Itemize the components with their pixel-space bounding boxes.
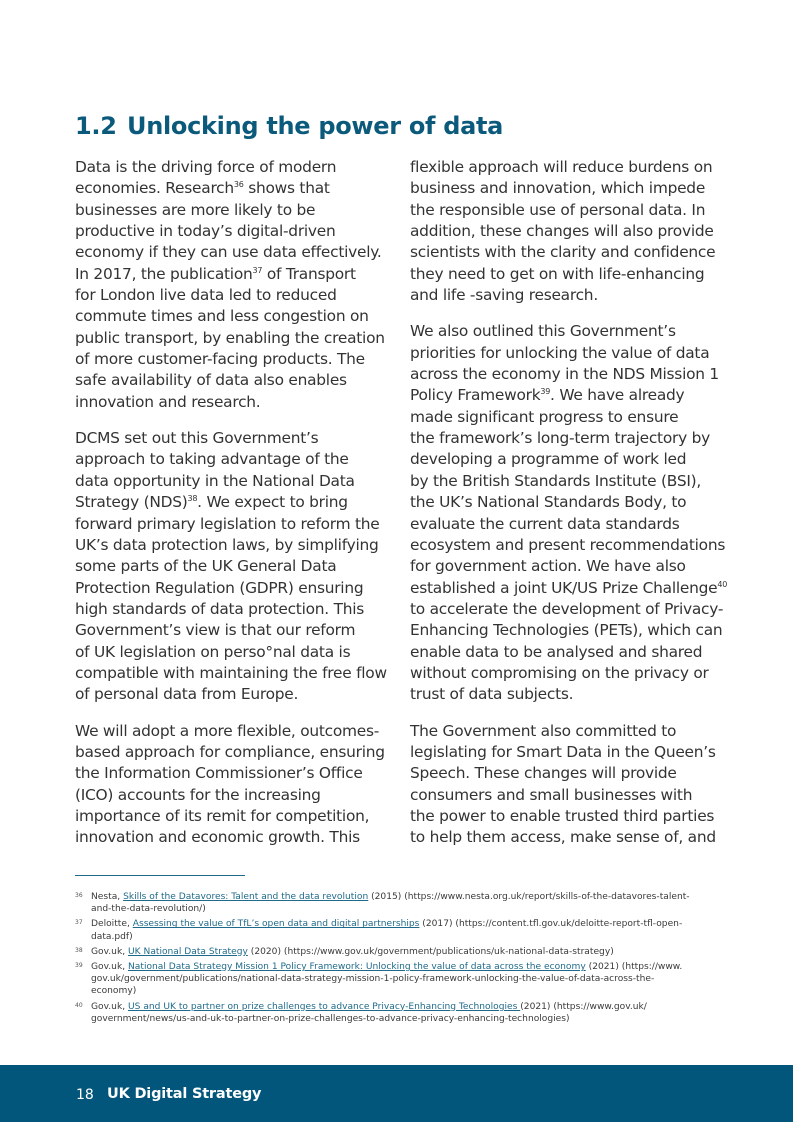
text-line: some parts of the UK General Data <box>75 557 337 576</box>
footnote-number: 40 <box>75 1001 83 1009</box>
text-line: of UK legislation on perso°nal data is <box>75 642 351 661</box>
footnote-source: Gov.uk, <box>91 946 128 957</box>
text-line: We also outlined this Government’s <box>410 322 676 341</box>
text-line: flexible approach will reduce burdens on <box>410 158 713 176</box>
text: established a joint UK/US Prize Challenge <box>410 578 718 597</box>
text-line: economy if they can use data effectively. <box>75 243 382 262</box>
text-line: they need to get on with life-enhancing <box>410 264 705 283</box>
footnotes <box>75 891 725 1028</box>
paragraph <box>410 157 720 306</box>
text-line: business and innovation, which impede <box>410 179 706 198</box>
text-line: scientists with the clarity and confidence <box>410 243 716 262</box>
text-line <box>75 492 385 513</box>
footnote-number: 37 <box>75 919 83 927</box>
text-line: the UK’s National Standards Body, to <box>410 493 687 512</box>
text-line <box>75 264 385 285</box>
text-line: of personal data from Europe. <box>75 685 299 704</box>
text-line: for government action. We have also <box>410 557 686 576</box>
text-line: ecosystem and present recommendations <box>410 535 726 554</box>
text: shows that <box>243 179 330 198</box>
text-line: forward primary legislation to reform the <box>75 514 380 533</box>
footnote-url: and-the-data-revolution/) <box>91 904 206 915</box>
text-line: Enhancing Technologies (PETs), which can <box>410 621 723 640</box>
text-line: Government’s view is that our reform <box>75 621 356 640</box>
footnote-divider <box>75 875 245 876</box>
text-line: trust of data subjects. <box>410 685 574 704</box>
text-line: and life -saving research. <box>410 286 598 305</box>
text-line: of more customer-facing products. The <box>75 350 365 369</box>
text-line: Speech. These changes will provide <box>410 764 677 783</box>
text-line: the framework’s long-term trajectory by <box>410 429 710 448</box>
text-line: approach to taking advantage of the <box>75 450 349 469</box>
text-line: without compromising on the privacy or <box>410 663 709 682</box>
text-line: innovation and economic growth. This <box>75 828 360 847</box>
footnote-link[interactable]: Assessing the value of TfL’s open data and digital partnerships <box>132 919 420 930</box>
text-line: priorities for unlocking the value of data <box>410 343 710 362</box>
text-line <box>91 918 725 930</box>
text-line: Protection Regulation (GDPR) ensuring <box>75 578 364 597</box>
text-line: across the economy in the NDS Mission 1 <box>410 365 719 384</box>
text: . We expect to bring <box>197 493 348 512</box>
paragraph <box>410 321 728 705</box>
text-line: businesses are more likely to be <box>75 200 316 219</box>
paragraph <box>75 428 385 705</box>
footnote-link[interactable]: UK National Data Strategy <box>128 946 248 957</box>
text-line: importance of its remit for competition, <box>75 806 370 825</box>
text-line <box>91 961 725 973</box>
text-line: DCMS set out this Government’s <box>75 429 319 448</box>
text-line: productive in today’s digital-driven <box>75 222 336 241</box>
text-line: The Government also committed to <box>410 721 677 740</box>
text-line: safe availability of data also enables <box>75 371 347 390</box>
document-title: UK Digital Strategy <box>107 1086 262 1102</box>
text-line: by the British Standards Institute (BSI), <box>410 471 702 490</box>
text-line: innovation and research. <box>75 392 261 411</box>
footnote-url: (2017) (https://content.tfl.gov.uk/deloitte-report-tfl-open- <box>419 919 683 930</box>
text-line: enable data to be analysed and shared <box>410 642 703 661</box>
page-footer <box>0 1065 793 1122</box>
footnote-36 <box>75 891 725 915</box>
text-line <box>91 946 725 958</box>
text-line: evaluate the current data standards <box>410 514 680 533</box>
page-number: 18 <box>76 1087 94 1103</box>
text: . We have already <box>550 386 685 405</box>
footnote-38 <box>75 946 725 958</box>
footnote-source: Gov.uk, <box>91 1001 128 1012</box>
footnote-url: economy) <box>91 986 137 997</box>
footnote-url: (2020) (https://www.gov.uk/government/publications/uk-national-data-strategy) <box>247 946 614 957</box>
footnote-url: (2021) (https://www.gov.uk/ <box>520 1001 647 1012</box>
text-line: the Information Commissioner’s Office <box>75 764 363 783</box>
text-line: public transport, by enabling the creation <box>75 328 385 347</box>
footnote-37 <box>75 918 725 942</box>
footnote-link[interactable]: National Data Strategy Mission 1 Policy Framework: Unlocking the value of data across the economy <box>128 962 586 973</box>
footnote-ref-37[interactable]: 37 <box>252 265 263 275</box>
footnote-link[interactable]: US and UK to partner on prize challenges to advance Privacy-Enhancing Technologies <box>128 1001 521 1012</box>
text-line <box>91 891 725 903</box>
footnote-url: data.pdf) <box>91 931 133 942</box>
section-title: Unlocking the power of data <box>127 112 504 140</box>
footnote-40 <box>75 1001 725 1025</box>
footnote-number: 36 <box>75 892 83 899</box>
paragraph <box>75 157 385 413</box>
text-line <box>91 1001 725 1013</box>
text-line: We will adopt a more flexible, outcomes- <box>75 721 380 740</box>
text-line: for London live data led to reduced <box>75 286 337 305</box>
footnote-source: Deloitte, <box>91 919 133 930</box>
footnote-ref-40[interactable]: 40 <box>717 579 728 589</box>
text-line: commute times and less congestion on <box>75 307 369 326</box>
left-column <box>75 157 385 864</box>
section-number: 1.2 <box>75 112 117 140</box>
text-line: consumers and small businesses with <box>410 785 693 804</box>
text: Strategy (NDS) <box>75 493 188 512</box>
footnote-ref-39[interactable]: 39 <box>540 387 551 397</box>
text-line <box>410 578 728 599</box>
footnote-source: Nesta, <box>91 892 124 902</box>
text-line: Data is the driving force of modern <box>75 158 337 176</box>
text-line: compatible with maintaining the free flow <box>75 663 387 682</box>
text-line: made significant progress to ensure <box>410 407 679 426</box>
text: economies. Research <box>75 179 234 198</box>
text-line: UK’s data protection laws, by simplifying <box>75 535 379 554</box>
paragraph <box>75 721 385 849</box>
text-line: developing a programme of work led <box>410 450 687 469</box>
footnote-ref-36[interactable]: 36 <box>233 180 244 190</box>
text-line <box>410 385 720 406</box>
text-line <box>75 178 385 199</box>
text-line: the responsible use of personal data. In <box>410 200 706 219</box>
footnote-39 <box>75 961 725 998</box>
text-line: addition, these changes will also provide <box>410 222 714 241</box>
footnote-url: (2015) (https://www.nesta.org.uk/report/skills-of-the-datavores-talent- <box>368 892 690 902</box>
text-line: (ICO) accounts for the increasing <box>75 785 321 804</box>
section-heading <box>75 112 503 140</box>
text-line: based approach for compliance, ensuring <box>75 742 385 761</box>
text: In 2017, the publication <box>75 264 253 283</box>
text-line: to help them access, make sense of, and <box>410 828 716 847</box>
text-line: legislating for Smart Data in the Queen’s <box>410 742 716 761</box>
footnote-number: 38 <box>75 946 83 954</box>
footnote-number: 39 <box>75 962 83 970</box>
footnote-ref-38[interactable]: 38 <box>187 494 198 504</box>
paragraph <box>410 721 720 849</box>
text-line: to accelerate the development of Privacy- <box>410 599 724 618</box>
text-line: data opportunity in the National Data <box>75 471 355 490</box>
text-line: the power to enable trusted third parties <box>410 806 715 825</box>
footnote-source: Gov.uk, <box>91 962 128 973</box>
right-column <box>410 157 728 864</box>
text: Policy Framework <box>410 386 541 405</box>
footnote-link[interactable]: Skills of the Datavores: Talent and the data revolution <box>123 892 369 902</box>
text: of Transport <box>262 264 356 283</box>
footnote-url: gov.uk/government/publications/national-data-strategy-mission-1-policy-framework-unlocking-the-value-of-data-across-the- <box>91 974 655 985</box>
footnote-url: (2021) (https://www. <box>585 962 683 973</box>
footnote-url: government/news/us-and-uk-to-partner-on-prize-challenges-to-advance-privacy-enhancing-technologies) <box>91 1013 570 1024</box>
text-line: high standards of data protection. This <box>75 599 365 618</box>
